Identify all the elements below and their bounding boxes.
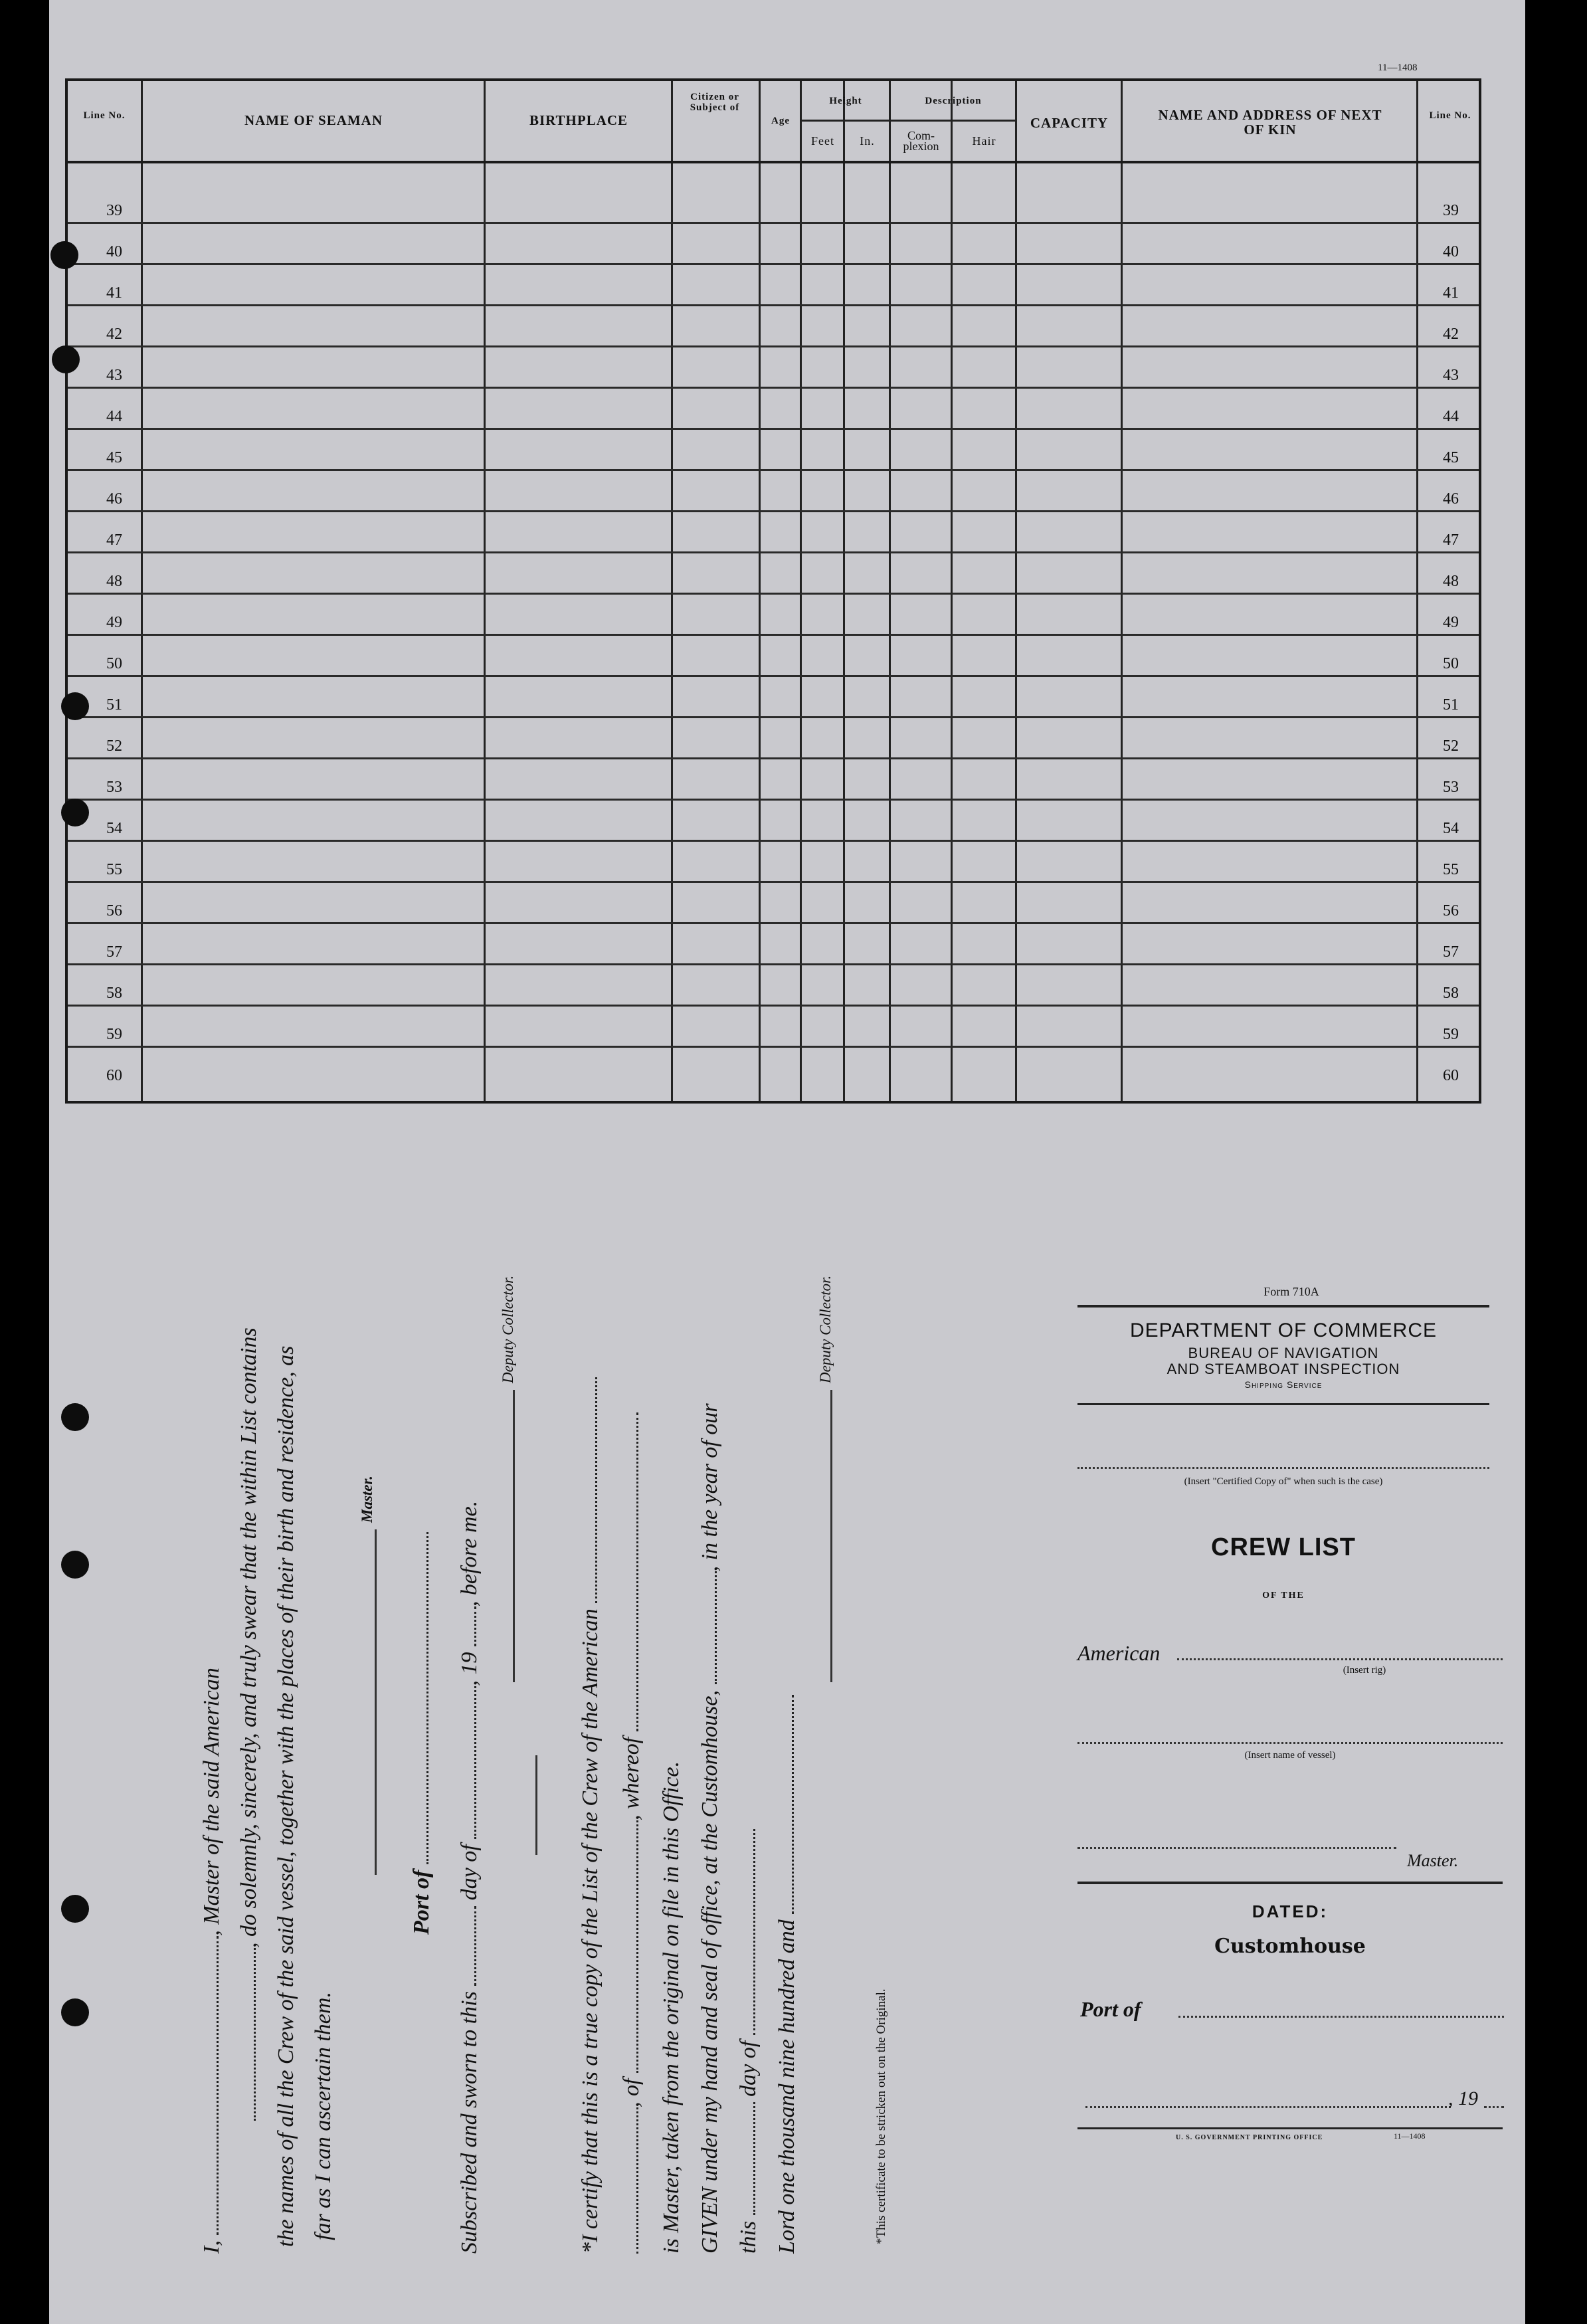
row-number-right: 59	[1443, 1026, 1459, 1043]
cover-master-label: Master.	[1407, 1851, 1459, 1870]
header-line-no: Line No.	[83, 110, 126, 121]
certify-of: , of	[619, 2078, 644, 2107]
cover-printer: U. S. GOVERNMENT PRINTING OFFICE	[1176, 2134, 1323, 2141]
binder-hole	[61, 1998, 89, 2026]
certify-master-blank[interactable]	[620, 1412, 638, 1731]
cover-shipping-service: Shipping Service	[1244, 1379, 1323, 1390]
cover-customhouse: Customhouse	[1214, 1935, 1366, 1958]
subscribed-month-blank[interactable]	[458, 1686, 476, 1839]
cover-department: DEPARTMENT OF COMMERCE	[1129, 1319, 1438, 1341]
this-day-of: day of	[736, 2040, 761, 2097]
footnote: *This certificate to be stricken out on the Original.	[874, 1988, 888, 2244]
binder-hole	[61, 799, 89, 826]
cover-form-number: Form 710A	[1263, 1285, 1319, 1298]
cover-form-code: 11—1408	[1394, 2131, 1426, 2141]
given-year-of-our: , in the year of our	[698, 1403, 722, 1572]
deputy-collector-label-1: Deputy Collector.	[500, 1275, 516, 1383]
row-number: 57	[106, 943, 122, 961]
header-hair: Hair	[972, 134, 996, 147]
cover-date-blank[interactable]	[1085, 2106, 1451, 2108]
cover-of-the: OF THE	[1262, 1591, 1305, 1600]
row-number: 46	[106, 490, 122, 508]
cover-title-crew-list: CREW LIST	[1211, 1533, 1356, 1561]
row-number: 52	[106, 737, 122, 755]
cover-dated: DATED:	[1252, 1901, 1329, 1921]
header-feet: Feet	[811, 134, 834, 147]
header-description: Description	[925, 96, 982, 106]
certify-port-blank[interactable]	[620, 1820, 638, 2073]
header-line-no-right: Line No.	[1429, 110, 1471, 121]
row-number: 48	[106, 573, 122, 590]
row-number-right: 46	[1443, 490, 1459, 508]
row-number: 53	[106, 779, 122, 796]
lord-text: Lord one thousand nine hundred and	[775, 1919, 799, 2254]
header-birthplace: BIRTHPLACE	[529, 112, 628, 128]
row-number-right: 55	[1443, 861, 1459, 878]
cover-insert-vessel: (Insert name of vessel)	[1244, 1750, 1336, 1761]
binder-hole	[61, 1551, 89, 1579]
row-number-right: 53	[1443, 779, 1459, 796]
port-of-label: Port of	[409, 1870, 434, 1935]
certify-text: *I certify that this is a true copy of the List of the Crew of the American	[578, 1608, 603, 2254]
row-number-right: 58	[1443, 985, 1459, 1002]
master-signature-line[interactable]	[359, 1529, 377, 1875]
form-page	[49, 0, 1525, 2324]
row-number: 49	[106, 614, 122, 631]
cover-bureau-1: BUREAU OF NAVIGATION	[1188, 1345, 1379, 1361]
cover-rule-3	[1077, 1882, 1503, 1884]
row-number: 42	[106, 326, 122, 343]
certify-is-master: is Master, taken from the original on file in this Office.	[659, 1761, 684, 2254]
row-number: 59	[106, 1026, 122, 1043]
binder-hole	[61, 692, 89, 720]
cover-year-blank[interactable]	[1484, 2106, 1504, 2108]
oath-line1: , Master of the said American	[199, 1668, 224, 1936]
row-number-right: 54	[1443, 820, 1459, 837]
oath-line4: far as I can ascertain them.	[311, 1992, 335, 2240]
subscribed-text: Subscribed and sworn to this	[457, 1991, 482, 2254]
given-customhouse-blank[interactable]	[699, 1571, 717, 1684]
cover-port-of-label: Port of	[1080, 1997, 1141, 2021]
row-number-right: 44	[1443, 408, 1459, 425]
row-number: 55	[106, 861, 122, 878]
this-text: this	[736, 2220, 761, 2254]
row-number-right: 51	[1443, 696, 1459, 714]
cover-rule-top	[1077, 1305, 1489, 1307]
cover-master-blank[interactable]	[1077, 1847, 1396, 1849]
certify-whereof: , whereof	[619, 1737, 644, 1821]
oath-line2: , do solemnly, sincerely, and truly swear that the within List contains	[236, 1327, 261, 1948]
row-number-right: 52	[1443, 737, 1459, 755]
row-number-right: 43	[1443, 367, 1459, 384]
row-number: 54	[106, 820, 122, 837]
header-capacity: CAPACITY	[1030, 115, 1109, 131]
row-number-right: 60	[1443, 1067, 1459, 1084]
binder-hole	[61, 1895, 89, 1923]
deputy-signature-line-1[interactable]	[497, 1390, 515, 1682]
crew-table	[65, 78, 1481, 1104]
cover-year-label: , 19	[1448, 2087, 1478, 2109]
master-name-blank[interactable]	[201, 1936, 219, 2235]
vessel-name-blank[interactable]	[238, 1948, 256, 2121]
row-number-right: 40	[1443, 243, 1459, 260]
header-name-of-seaman: NAME OF SEAMAN	[244, 112, 383, 128]
subscribed-before-me: , before me.	[457, 1500, 482, 1607]
binder-hole	[61, 1403, 89, 1431]
row-number-right: 42	[1443, 326, 1459, 343]
row-number-right: 41	[1443, 284, 1459, 302]
row-number: 60	[106, 1067, 122, 1084]
cover-american-label: American	[1077, 1641, 1161, 1665]
cover-certified-blank[interactable]	[1077, 1467, 1489, 1469]
row-number-right: 50	[1443, 655, 1459, 672]
row-number: 50	[106, 655, 122, 672]
row-number: 45	[106, 449, 122, 466]
header-next-of-kin: NAME AND ADDRESS OF NEXT OF KIN	[1158, 107, 1382, 138]
row-number: 39	[106, 202, 122, 219]
cover-rule-2	[1077, 1403, 1489, 1405]
binder-hole	[50, 241, 78, 269]
row-number: 51	[106, 696, 122, 714]
this-day-blank[interactable]	[737, 2102, 755, 2215]
oath-certificate	[199, 1151, 1063, 2254]
header-citizen: Citizen or Subject of	[690, 92, 740, 113]
port-of-blank[interactable]	[411, 1532, 428, 1864]
certify-vessel-blank[interactable]	[620, 2107, 638, 2254]
oath-i: I,	[199, 2240, 224, 2254]
this-month-blank[interactable]	[737, 1829, 755, 2035]
row-number: 44	[106, 408, 122, 425]
certify-rig-blank[interactable]	[579, 1377, 597, 1603]
form-code-top: 11—1408	[1378, 62, 1418, 73]
row-number: 40	[106, 243, 122, 260]
oath-line3: the names of all the Crew of the said vessel, together with the places of their birth and residence, as	[274, 1345, 298, 2247]
subscribed-day-of: day of	[457, 1844, 482, 1901]
cover-bureau-2: AND STEAMBOAT INSPECTION	[1167, 1361, 1400, 1377]
row-number-right: 48	[1443, 573, 1459, 590]
cover-port-blank[interactable]	[1178, 2016, 1504, 2018]
row-number-right: 57	[1443, 943, 1459, 961]
master-sig-label: Master.	[359, 1476, 375, 1523]
subscribed-day-blank[interactable]	[458, 1906, 476, 1986]
row-number: 47	[106, 532, 122, 549]
header-complexion: Com-plexion	[903, 129, 939, 153]
header-inches: In.	[860, 134, 875, 147]
subscribed-year-blank[interactable]	[458, 1606, 476, 1646]
header-height: Height	[829, 96, 862, 106]
given-text: GIVEN under my hand and seal of office, at the Customhouse,	[698, 1690, 722, 2254]
cover-rule-bottom	[1077, 2127, 1503, 2129]
deputy-signature-line-2[interactable]	[814, 1390, 832, 1682]
lord-year-blank[interactable]	[776, 1695, 794, 1914]
deputy-collector-label-2: Deputy Collector.	[817, 1275, 834, 1383]
row-number-right: 39	[1443, 202, 1459, 219]
cover-rig-blank[interactable]	[1177, 1658, 1503, 1660]
row-number: 43	[106, 367, 122, 384]
row-number: 56	[106, 902, 122, 920]
row-number-right: 45	[1443, 449, 1459, 466]
cover-insert-rig: (Insert rig)	[1343, 1665, 1386, 1676]
row-number-right: 56	[1443, 902, 1459, 920]
row-number: 58	[106, 985, 122, 1002]
row-number-right: 47	[1443, 532, 1459, 549]
row-number-right: 49	[1443, 614, 1459, 631]
binder-hole	[52, 345, 80, 373]
cover-insert-certified: (Insert "Certified Copy of" when such is the case)	[1184, 1476, 1383, 1487]
row-number: 41	[106, 284, 122, 302]
cover-vessel-blank[interactable]	[1077, 1742, 1503, 1744]
header-age: Age	[771, 116, 790, 126]
subscribed-year: , 19	[457, 1652, 482, 1686]
